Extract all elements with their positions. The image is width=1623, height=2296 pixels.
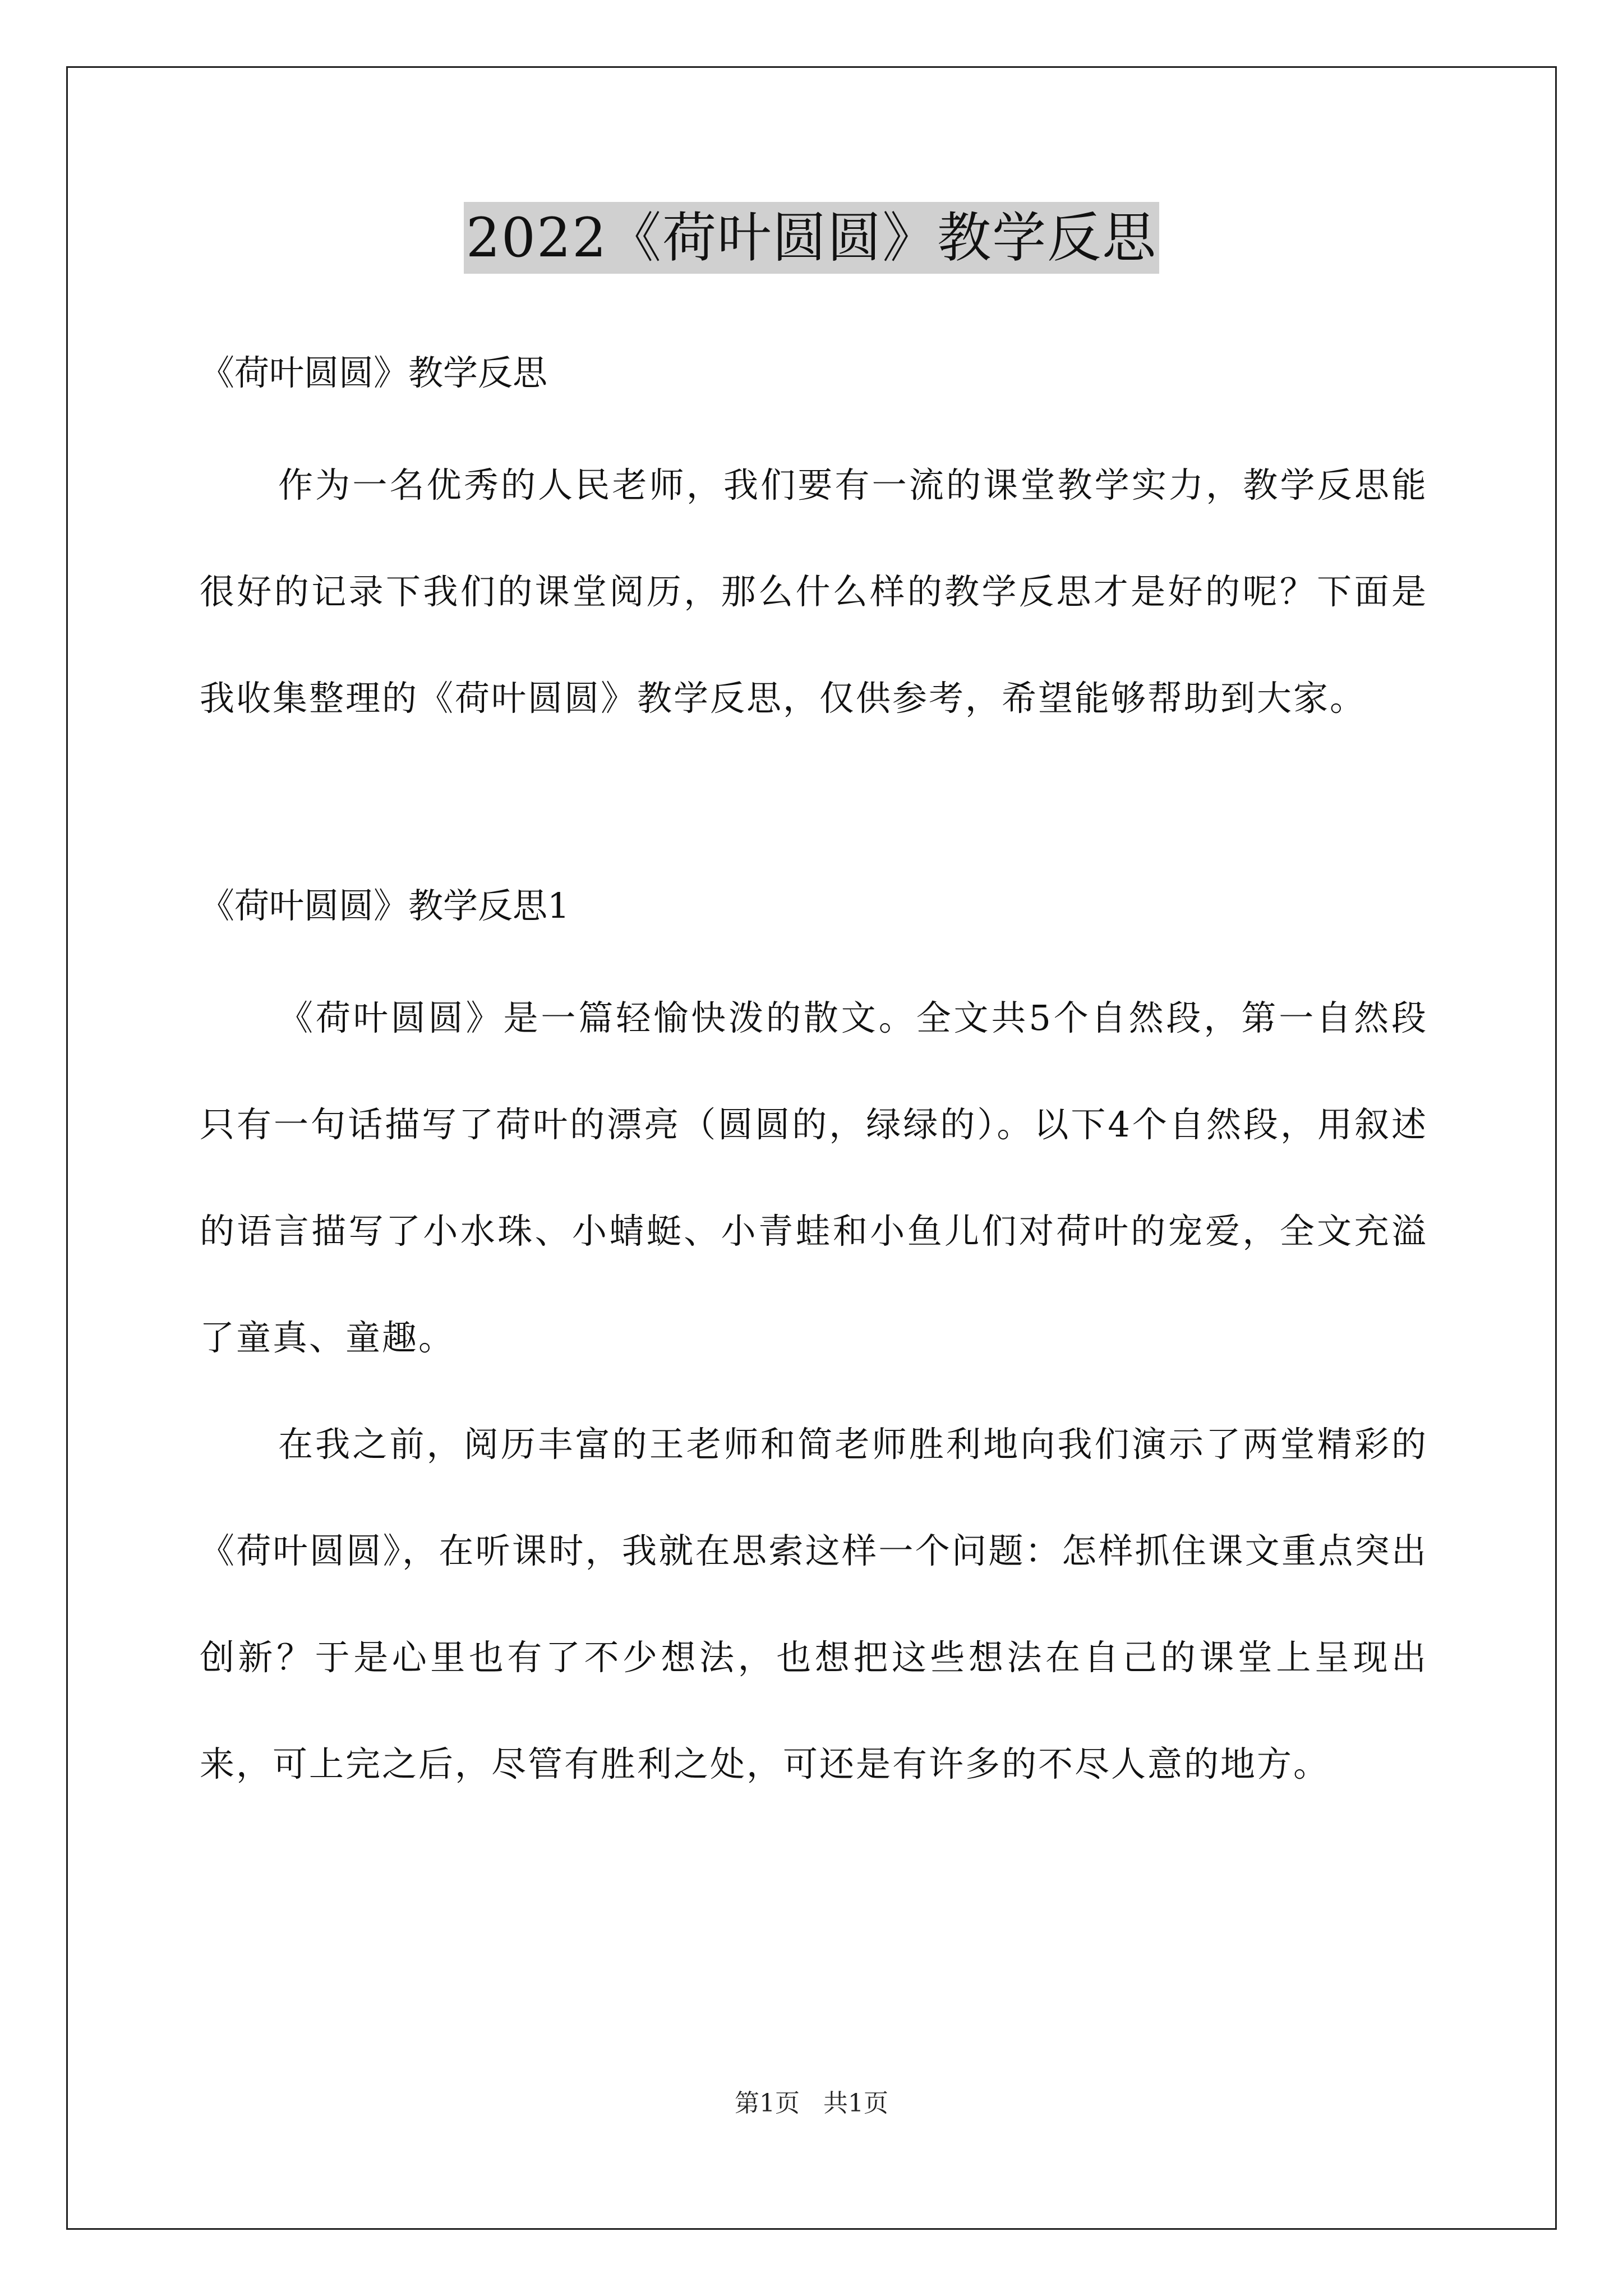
page-footer: 第1页 共1页 xyxy=(735,2089,888,2118)
section-heading: 《荷叶圆圆》教学反思 xyxy=(200,352,548,393)
document-title: 2022《荷叶圆圆》教学反思 xyxy=(464,202,1159,274)
paragraph: 在我之前，阅历丰富的王老师和简老师胜利地向我们演示了两堂精彩的《荷叶圆圆》，在听课时，我就在思索这样一个问题：怎样抓住课文重点突出创新？于是心里也有了不少想法，也想把这些想法在自己的课堂上呈现出来，可上完之后，尽管有胜利之处，可还是有许多的不尽人意的地方。 xyxy=(200,1424,1428,1784)
paragraph: 作为一名优秀的人民老师，我们要有一流的课堂教学实力，教学反思能很好的记录下我们的课堂阅历，那么什么样的教学反思才是好的呢？下面是我收集整理的《荷叶圆圆》教学反思，仅供参考，希望能够帮助到大家。 xyxy=(200,464,1428,719)
section-heading: 《荷叶圆圆》教学反思1 xyxy=(200,885,570,926)
title-container xyxy=(0,202,1623,274)
paragraph: 《荷叶圆圆》是一篇轻愉快泼的散文。全文共5个自然段，第一自然段只有一句话描写了荷叶的漂亮（圆圆的，绿绿的）。以下4个自然段，用叙述的语言描写了小水珠、小蜻蜓、小青蛙和小鱼儿们对荷叶的宠爱，全文充溢了童真、童趣。 xyxy=(200,997,1428,1358)
document-body xyxy=(200,337,1428,1818)
